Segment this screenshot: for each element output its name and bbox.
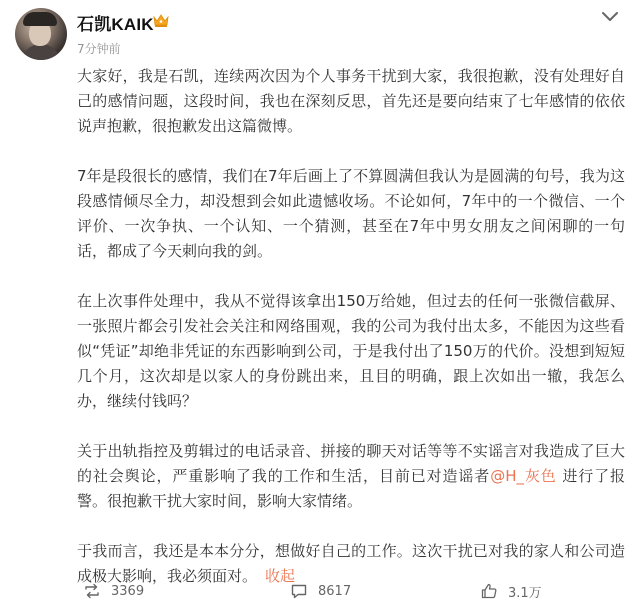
post-paragraph: 在上次事件处理中，我从不觉得该拿出150万给她，但过去的任何一张微信截屏、一张照片都会引发社会关注和网络围观，我的公司为我付出太多，不能因为这些看似“凭证”却绝非凭证的东西影响到公司，于是我付出了150万的代价。没想到短短几个月，这次却是以家人的身份跳出来，且目的明确，跟上次如出一辙，我怎么办，继续付钱吗？ [77,292,625,410]
thumbs-up-icon [480,582,498,600]
username[interactable]: 石凯KAIK [77,15,154,34]
post-paragraph: 大家好，我是石凯，连续两次因为个人事务干扰到大家，我很抱歉，没有处理好自己的感情问题，这段时间，我也在深刻反思，首先还是要向结束了七年感情的依依说声抱歉，很抱歉发出这篇微博。 [77,67,625,135]
post-paragraph: 7年是段很长的感情，我们在7年后画上了不算圆满但我认为是圆满的句号，我为这段感情倾尽全力，却没想到会如此遗憾收场。不论如何，7年中的一个微信、一个评价、一次争执、一个认知、一个猜测，甚至在7年中男女朋友之间闲聊的一句话，都成了今天刺向我的剑。 [77,167,625,260]
crown-badge-icon [152,12,170,28]
like-count: 3.1万 [508,585,542,601]
avatar[interactable] [15,8,67,60]
post-timestamp[interactable]: 7分钟前 [77,42,121,56]
post-actions [0,576,642,606]
chevron-down-icon[interactable] [600,10,620,24]
paragraph-text: 关于出轨指控及剪辑过的电话录音、拼接的聊天对话等等不实谣言对我造成了巨大的社会舆论，严重影响了我的工作和生活，目前已对造谣者 [77,442,625,485]
paragraph-text: 于我而言，我还是本本分分，想做好自己的工作。这次干扰已对我的家人和公司造成极大影响，我必须面对。 [77,542,625,585]
like-button[interactable] [480,580,542,602]
repost-button[interactable] [83,580,144,602]
collapse-link[interactable]: 收起 [265,567,296,585]
comment-icon [290,582,308,600]
post-header [0,0,642,64]
repost-icon [83,582,101,600]
comment-button[interactable] [290,580,351,602]
comment-count: 8617 [318,583,352,599]
post-body [77,64,625,589]
user-mention-link[interactable]: @H_灰色 [490,467,557,485]
repost-count: 3369 [111,583,145,599]
post-paragraph [77,439,625,514]
paragraph-text: 进行了报警。很抱歉干扰大家时间，影响大家情绪。 [77,467,625,510]
